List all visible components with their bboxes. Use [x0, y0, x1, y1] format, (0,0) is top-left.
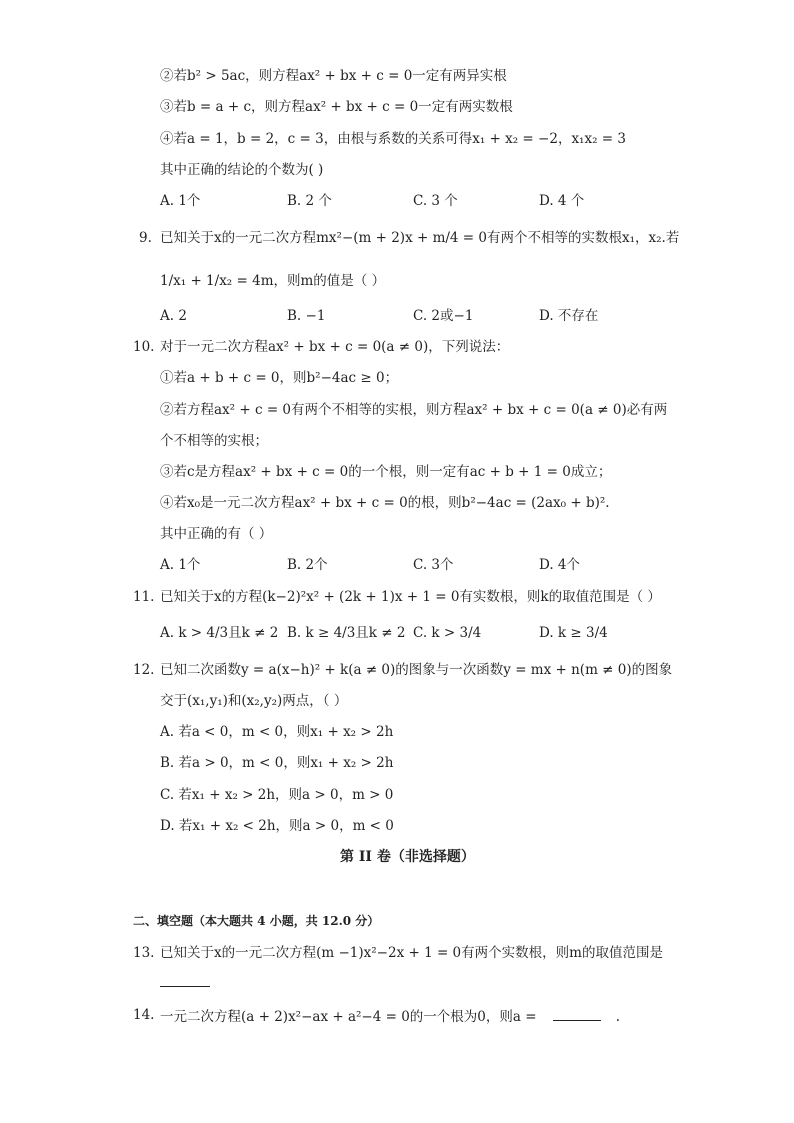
q13-number: 13.: [133, 945, 155, 961]
q10-statement-4: ④若x₀是一元二次方程ax² + bx + c = 0的根，则b²−4ac = (2ax₀ + b)².: [160, 495, 610, 511]
q10-text: 对于一元二次方程ax² + bx + c = 0(a ≠ 0)，下列说法：: [160, 339, 510, 355]
q14-period: .: [615, 1009, 621, 1025]
q10-number: 10.: [133, 339, 155, 355]
q9-option-d: D. 不存在: [539, 308, 599, 324]
q13-text: 已知关于x的一元二次方程(m −1)x²−2x + 1 = 0有两个实数根，则m的取值范围是: [160, 945, 663, 961]
q11-option-a: A. k > 4/3且k ≠ 2: [160, 625, 279, 641]
q10-statement-2: ②若方程ax² + c = 0有两个不相等的实根，则方程ax² + bx + c = 0(a ≠ 0)必有两: [160, 402, 668, 418]
q8-statement-4: ④若a = 1，b = 2，c = 3，由根与系数的关系可得x₁ + x₂ = −2，x₁x₂ = 3: [160, 131, 626, 147]
q8-option-b: B. 2 个: [287, 193, 332, 209]
q9-number: 9.: [139, 230, 152, 246]
q14-answer-blank[interactable]: [553, 1006, 601, 1021]
q12-number: 12.: [133, 662, 155, 678]
q12-option-b: B. 若a > 0，m < 0，则x₁ + x₂ > 2h: [160, 755, 394, 771]
part-2-title: 第 II 卷（非选择题）: [340, 849, 475, 865]
q9-text: 已知关于x的一元二次方程mx²−(m + 2)x + m/4 = 0有两个不相等的实数根x₁，x₂.若: [160, 230, 680, 246]
q9-text-2: 1/x₁ + 1/x₂ = 4m，则m的值是（ ）: [160, 273, 386, 289]
q8-prompt: 其中正确的结论的个数为( ): [160, 162, 324, 178]
q10-option-d: D. 4个: [539, 557, 581, 573]
q10-option-a: A. 1个: [160, 557, 201, 573]
q13-answer-blank[interactable]: [160, 986, 210, 987]
section-2-heading: 二、填空题（本大题共 4 小题，共 12.0 分）: [133, 914, 380, 928]
q14-text-body: 一元二次方程(a + 2)x²−ax + a²−4 = 0的一个根为0，则a =: [160, 1009, 537, 1025]
q12-option-a: A. 若a < 0，m < 0，则x₁ + x₂ > 2h: [160, 724, 394, 740]
q8-statement-2: ②若b² > 5ac，则方程ax² + bx + c = 0一定有两异实根: [160, 68, 507, 84]
q12-option-d: D. 若x₁ + x₂ < 2h，则a > 0，m < 0: [160, 818, 394, 834]
q14-text: [160, 1006, 620, 1026]
q12-text: 已知二次函数y = a(x−h)² + k(a ≠ 0)的图象与一次函数y = mx + n(m ≠ 0)的图象: [160, 662, 673, 678]
q10-statement-3: ③若c是方程ax² + bx + c = 0的一个根，则一定有ac + b + 1 = 0成立；: [160, 464, 612, 480]
q9-option-a: A. 2: [160, 308, 187, 324]
q8-statement-3: ③若b = a + c，则方程ax² + bx + c = 0一定有两实数根: [160, 99, 513, 115]
q11-option-c: C. k > 3/4: [413, 625, 482, 641]
q9-option-c: C. 2或−1: [413, 308, 474, 324]
q8-option-a: A. 1个: [160, 193, 201, 209]
q14-number: 14.: [133, 1007, 155, 1023]
q11-number: 11.: [133, 589, 155, 605]
q12-option-c: C. 若x₁ + x₂ > 2h，则a > 0，m > 0: [160, 787, 394, 803]
q10-prompt: 其中正确的有（ ）: [160, 526, 273, 542]
q11-text: 已知关于x的方程(k−2)²x² + (2k + 1)x + 1 = 0有实数根，则k的取值范围是（ ）: [160, 589, 661, 605]
q8-option-c: C. 3 个: [413, 193, 458, 209]
q11-option-b: B. k ≥ 4/3且k ≠ 2: [287, 625, 406, 641]
q11-option-d: D. k ≥ 3/4: [539, 625, 608, 641]
q10-option-b: B. 2个: [287, 557, 328, 573]
q10-option-c: C. 3个: [413, 557, 454, 573]
q10-statement-2-cont: 个不相等的实根；: [160, 433, 268, 449]
q12-text-2: 交于(x₁,y₁)和(x₂,y₂)两点，（ ）: [160, 693, 348, 709]
q10-statement-1: ①若a + b + c = 0，则b²−4ac ≥ 0；: [160, 370, 399, 386]
q8-option-d: D. 4 个: [539, 193, 585, 209]
q9-option-b: B. −1: [287, 308, 326, 324]
